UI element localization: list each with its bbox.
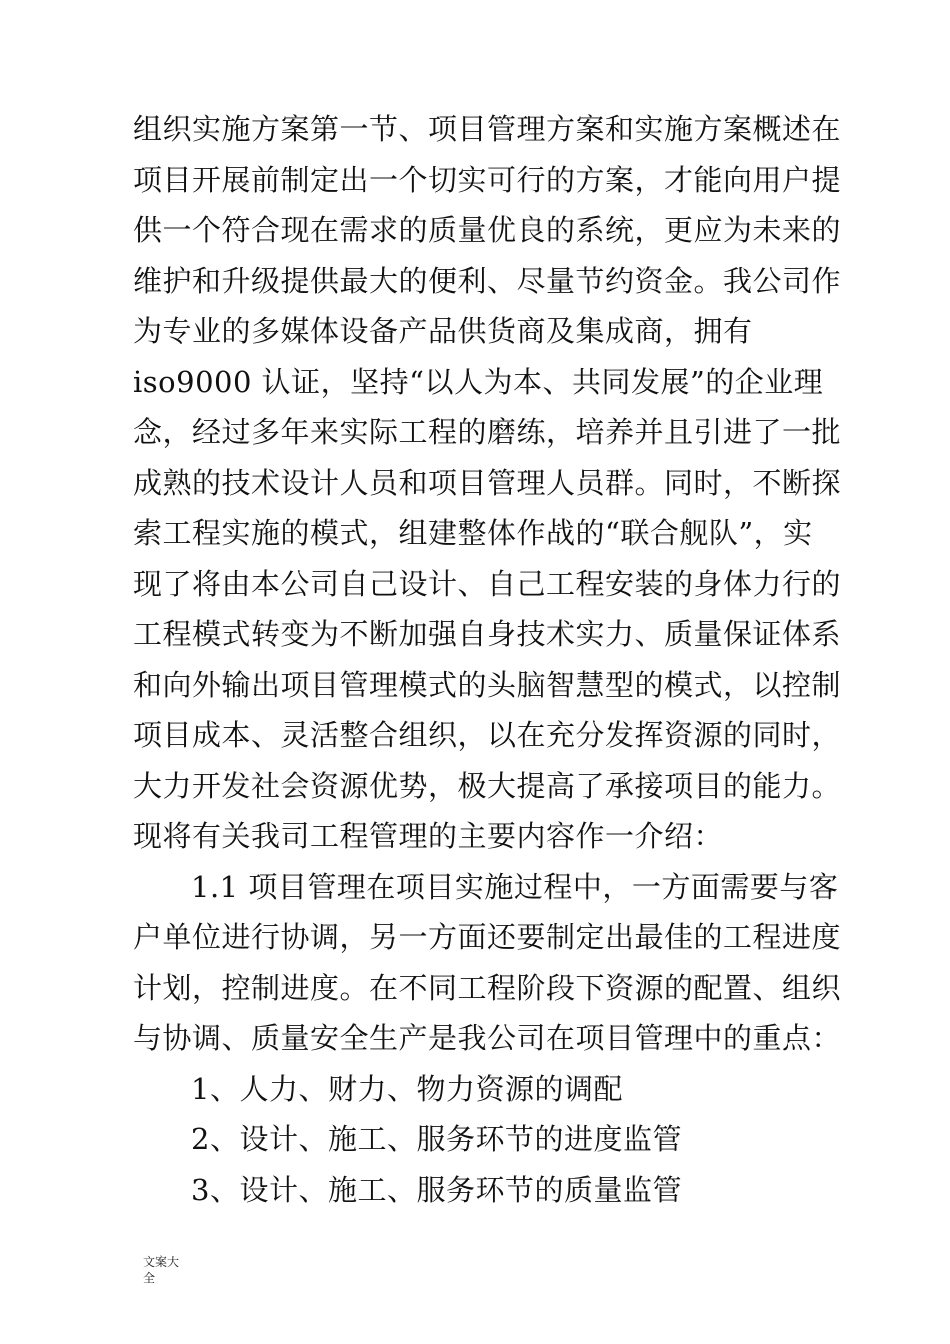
text-line: 计划，控制进度。在不同工程阶段下资源的配置、组织 bbox=[133, 970, 842, 1005]
section-line: 1.1 项目管理在项目实施过程中，一方面需要与客 bbox=[191, 869, 839, 904]
document-body bbox=[133, 104, 842, 1215]
list-item: 2、设计、施工、服务环节的进度监管 bbox=[191, 1122, 682, 1156]
page-footer bbox=[143, 1254, 203, 1286]
text-line: 现将有关我司工程管理的主要内容作一介绍： bbox=[133, 819, 724, 853]
text-line: 成熟的技术设计人员和项目管理人员群。同时，不断探 bbox=[133, 465, 842, 500]
footer-text-line: 文案大 bbox=[143, 1255, 180, 1269]
text-line: 工程模式转变为不断加强自身技术实力、质量保证体系 bbox=[133, 617, 842, 651]
text-line: 为专业的多媒体设备产品供货商及集成商，拥有 bbox=[133, 314, 753, 348]
text-line: 供一个符合现在需求的质量优良的系统，更应为未来的 bbox=[133, 213, 842, 247]
text-line: 念，经过多年来实际工程的磨练，培养并且引进了一批 bbox=[133, 415, 842, 449]
text-line: 索工程实施的模式，组建整体作战的“联合舰队”，实 bbox=[133, 516, 813, 550]
text-line: 组织实施方案第一节、项目管理方案和实施方案概述在 bbox=[133, 112, 842, 146]
text-line: iso9000 认证，坚持“以人为本、共同发展”的企业理 bbox=[133, 364, 824, 399]
text-line: 项目成本、灵活整合组织，以在充分发挥资源的同时， bbox=[133, 718, 842, 752]
text-line: 现了将由本公司自己设计、自己工程安装的身体力行的 bbox=[133, 566, 842, 601]
list-item: 3、设计、施工、服务环节的质量监管 bbox=[191, 1172, 682, 1207]
text-line: 项目开展前制定出一个切实可行的方案，才能向用户提 bbox=[133, 162, 842, 197]
text-line: 大力开发社会资源优势，极大提高了承接项目的能力。 bbox=[133, 768, 842, 803]
text-line: 和向外输出项目管理模式的头脑智慧型的模式，以控制 bbox=[133, 667, 842, 702]
list-item: 1、人力、财力、物力资源的调配 bbox=[191, 1071, 623, 1106]
footer-text-line: 全 bbox=[143, 1271, 156, 1285]
text-line: 户单位进行协调，另一方面还要制定出最佳的工程进度 bbox=[133, 920, 842, 954]
text-line: 维护和升级提供最大的便利、尽量节约资金。我公司作 bbox=[133, 263, 842, 298]
text-line: 与协调、质量安全生产是我公司在项目管理中的重点： bbox=[133, 1021, 842, 1055]
